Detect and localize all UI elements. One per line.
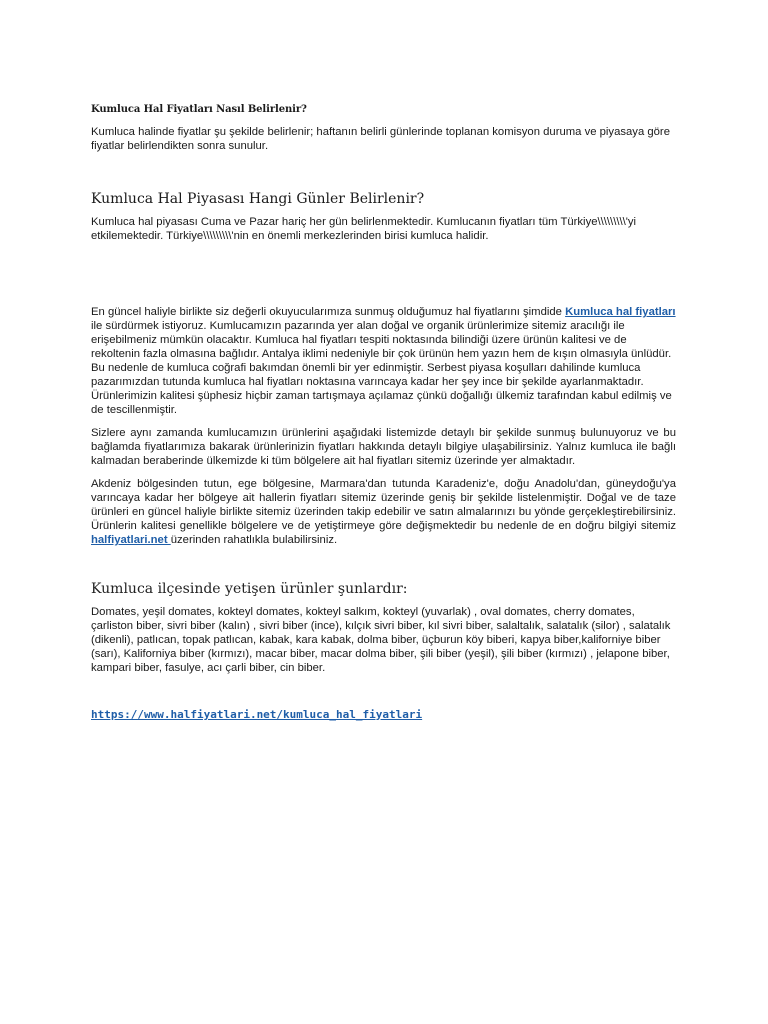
halfiyatlari-link[interactable]: halfiyatlari.net xyxy=(91,534,171,546)
intro-text-after: ile sürdürmek istiyoruz. Kumlucamızın pazarında yer alan doğal ve organik ürünlerimize sitemiz aracılığı ile erişebilmeniz mümkün olacaktır. Kumluca hal fiyatları tespiti noktasında bilindiği üzere ürünün kalitesi ve de rekoltenin fazla olmasına bağlıdır. Antalya iklimi nedeniyle bir çok ürünün hem yazın hem de kışın olmasıyla ünlüdür. Bu nedenle de kumluca coğrafi bakımdan önemli bir yer edinmiştir. Serbest piyasa koşulları dahilinde kumluca pazarımızdan tutunda kumluca hal fiyatları noktasına varıncaya kadar her şey ince bir şekilde ayarlanmaktadır. Ürünlerimizin kalitesi şüphesiz hiçbir zaman tartışmaya açılamaz çünkü doğallığı ülkemiz tarafından kabul edilmiş ve de tescillenmiştir. xyxy=(91,320,672,416)
section-heading-products: Kumluca ilçesinde yetişen ürünler şunlardır: xyxy=(91,581,408,597)
regions-text-after: üzerinden rahatlıkla bulabilirsiniz. xyxy=(170,534,338,546)
intro-paragraph xyxy=(91,305,676,417)
document-page xyxy=(91,104,676,723)
regions-text-before: Akdeniz bölgesinden tutun, ege bölgesine, Marmara'dan tutunda Karadeniz'e, doğu Anadolu'dan, güneydoğu'ya varıncaya kadar her bölgeye ait hallerin fiyatları sitemiz üzerinde geniş bir şekilde listelenmiştir. Doğal ve de taze ürünleri en güncel haliyle birlikte sitemiz üzerinden takip edebilir ve satın almalarınızı bu yönde gerçekleştirebilirsiniz. Ürünlerin kalitesi genellikle bölgelere ve de yetiştirmeye göre değişmektedir bu nedenle de en doğru bilgiyi sitemiz xyxy=(91,478,676,532)
products-list-paragraph: Domates, yeşil domates, kokteyl domates, kokteyl salkım, kokteyl (yuvarlak) , oval domates, cherry domates, çarliston biber, sivri biber (kalın) , sivri biber (ince), kılçık sivri biber, kıl sivri biber, salaltalık, salatalık (silor) , salatalık (dikenli), patlıcan, topak patlıcan, kabak, kara kabak, dolma biber, üçburun köy biberi, kapya biber,kaliforniye biber (sarı), Kaliforniya biber (kırmızı), macar biber, macar dolma biber, şili biber (yeşil), şili biber (kırmızı) , jelapone biber, kampari biber, fasulye, acı çarli biber, cin biber. xyxy=(91,606,671,674)
list-paragraph: Sizlere aynı zamanda kumlucamızın ürünlerini aşağıdaki listemizde detaylı bir şekilde sunmuş bulunuyoruz ve bu bağlamda fiyatlarımıza bakarak ürünlerinizin fiyatları hakkında detaylı bilgiye ulaşabilirsiniz. Yalnız kumluca ile bağlı kalmadan beraberinde ülkemizde ki tüm bölgelere ait hal fiyatları sitemiz üzerinde yer almaktadır. xyxy=(91,427,676,467)
section-body-determination: Kumluca halinde fiyatlar şu şekilde belirlenir; haftanın belirli günlerinde toplanan komisyon duruma ve piyasaya göre fiyatlar belirlendikten sonra sunulur. xyxy=(91,126,670,152)
regions-paragraph xyxy=(91,477,676,547)
section-heading-determination: Kumluca Hal Fiyatları Nasıl Belirlenir? xyxy=(91,104,307,115)
kumluca-hal-fiyatlari-link[interactable]: Kumluca hal fiyatları xyxy=(565,306,676,318)
section-heading-market-days: Kumluca Hal Piyasası Hangi Günler Belirlenir? xyxy=(91,191,425,207)
section-body-market-days: Kumluca hal piyasası Cuma ve Pazar hariç her gün belirlenmektedir. Kumlucanın fiyatları tüm Türkiye\\\\\\\\\'yi etkilemektedir. Türkiye\\\\\\\\\'nin en önemli merkezlerinden birisi kumluca halidir. xyxy=(91,216,637,242)
footer-url-link[interactable]: https://www.halfiyatlari.net/kumluca_hal_fiyatlari xyxy=(91,708,423,721)
intro-text-before: En güncel haliyle birlikte siz değerli okuyucularımıza sunmuş olduğumuz hal fiyatlarını şimdide xyxy=(91,306,566,318)
